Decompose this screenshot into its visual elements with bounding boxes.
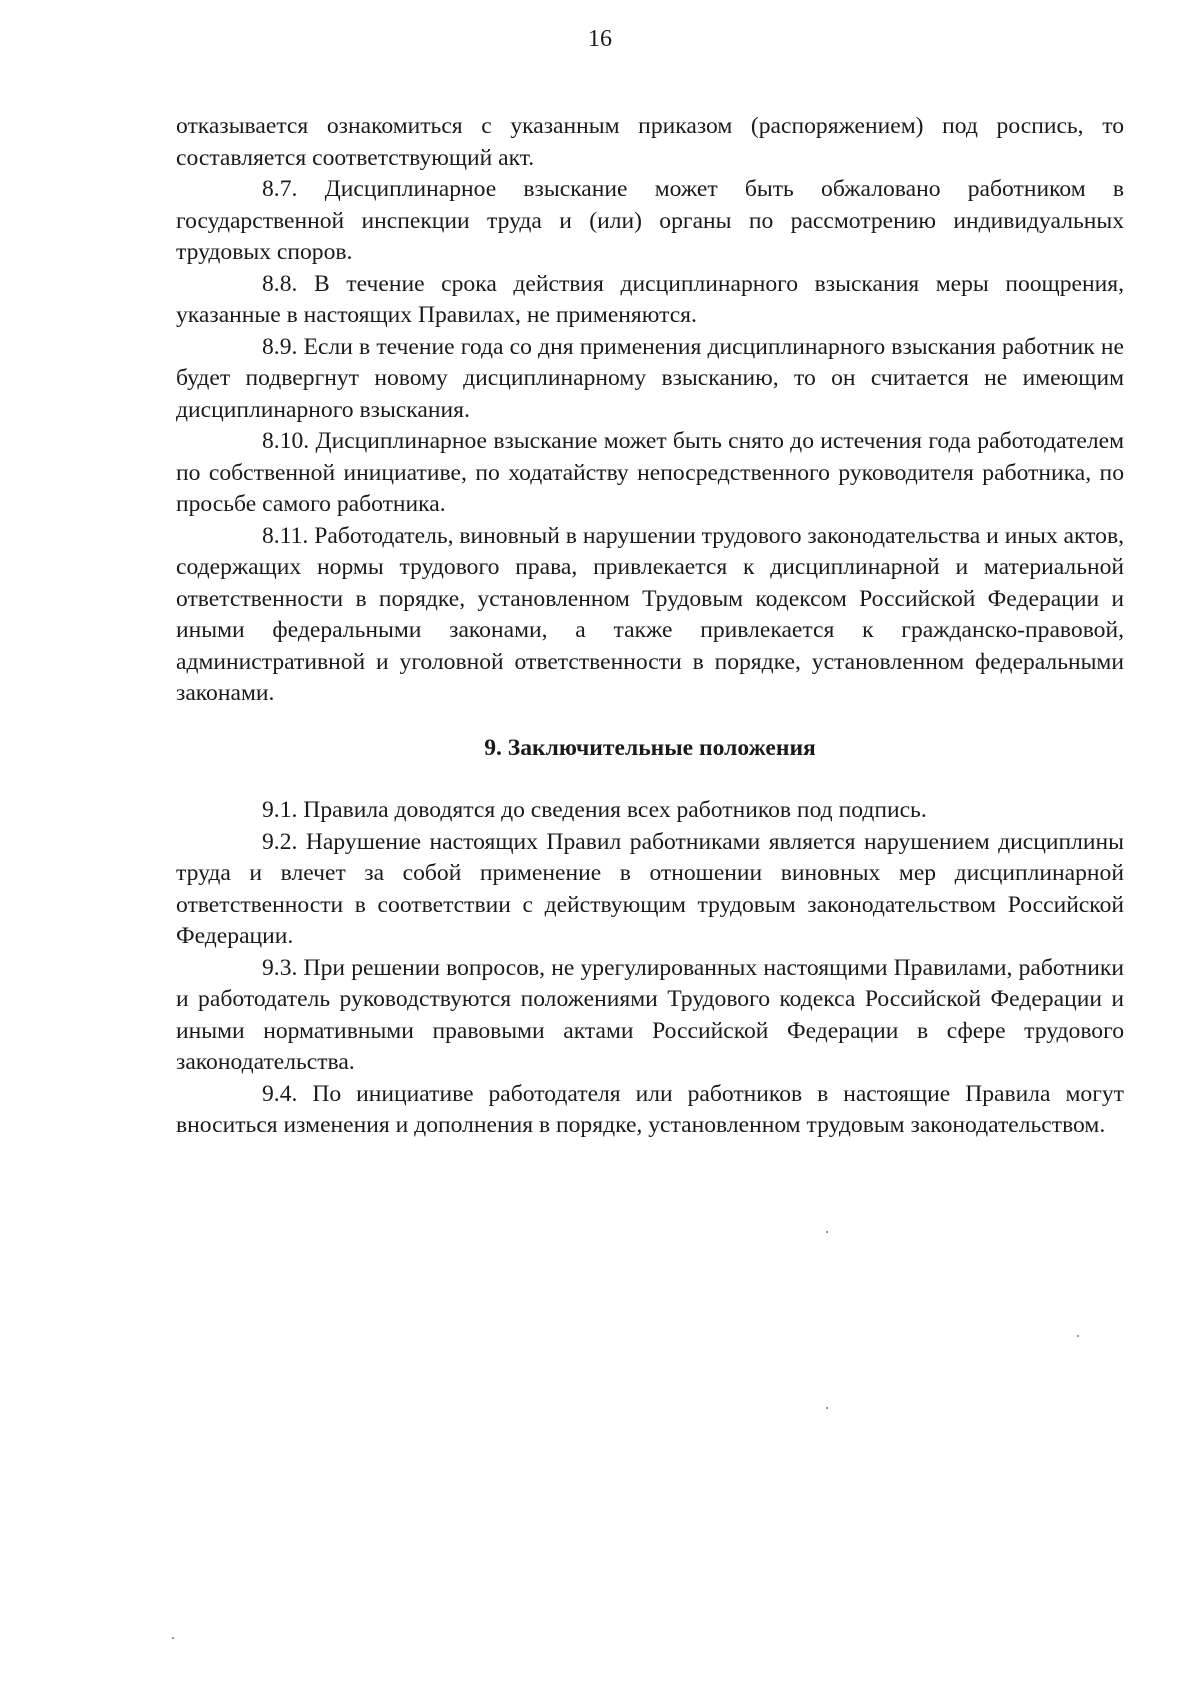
page-number: 16 (588, 26, 612, 52)
scan-speck (1077, 1335, 1079, 1337)
paragraph-9-4: 9.4. По инициативе работодателя или работников в настоящие Правила могут вноситься изменения и дополнения в порядке, установленном трудовым законодательством. (176, 1080, 1124, 1138)
paragraph-8-11: 8.11. Работодатель, виновный в нарушении трудового законодательства и иных актов, содержащих нормы трудового права, привлекается к дисциплинарной и материальной ответственности в порядке, установленном Трудовым кодексом Российской Федерации и иными федеральными законами, а также привлекается к гражданско-правовой, административной и уголовной ответственности в порядке, установленном федеральными законами. (176, 522, 1124, 706)
paragraph-8-9: 8.9. Если в течение года со дня применения дисциплинарного взыскания работник не будет подвергнут новому дисциплинарному взысканию, то он считается не имеющим дисциплинарного взыскания. (176, 333, 1124, 423)
paragraph-8-7: 8.7. Дисциплинарное взыскание может быть обжаловано работником в государственной инспекции труда и (или) органы по рассмотрению индивидуальных трудовых споров. (176, 176, 1124, 265)
paragraph-continuation: отказывается ознакомиться с указанным приказом (распоряжением) под роспись, то составляется соответствующий акт. (176, 113, 1124, 171)
document-body (176, 111, 1124, 1142)
paragraph-9-1: 9.1. Правила доводятся до сведения всех работников под подпись. (262, 797, 927, 823)
section-heading: 9. Заключительные положения (484, 734, 816, 761)
paragraph-9-2: 9.2. Нарушение настоящих Правил работниками является нарушением дисциплины труда и влечет за собой применение в отношении виновных мер дисциплинарной ответственности в соответствии с действующим трудовым законодательством Российской Федерации. (176, 828, 1124, 949)
scan-speck (172, 1637, 174, 1639)
scan-speck (826, 1407, 828, 1409)
scan-speck (826, 1231, 828, 1233)
paragraph-8-8: 8.8. В течение срока действия дисциплинарного взыскания меры поощрения, указанные в настоящих Правилах, не применяются. (176, 270, 1124, 328)
paragraph-8-10: 8.10. Дисциплинарное взыскание может быть снято до истечения года работодателем по собственной инициативе, по ходатайству непосредственного руководителя работника, по просьбе самого работника. (176, 428, 1124, 517)
paragraph-9-3: 9.3. При решении вопросов, не урегулированных настоящими Правилами, работники и работодатель руководствуются положениями Трудового кодекса Российской Федерации и иными нормативными правовыми актами Российской Федерации в сфере трудового законодательства. (176, 954, 1124, 1075)
